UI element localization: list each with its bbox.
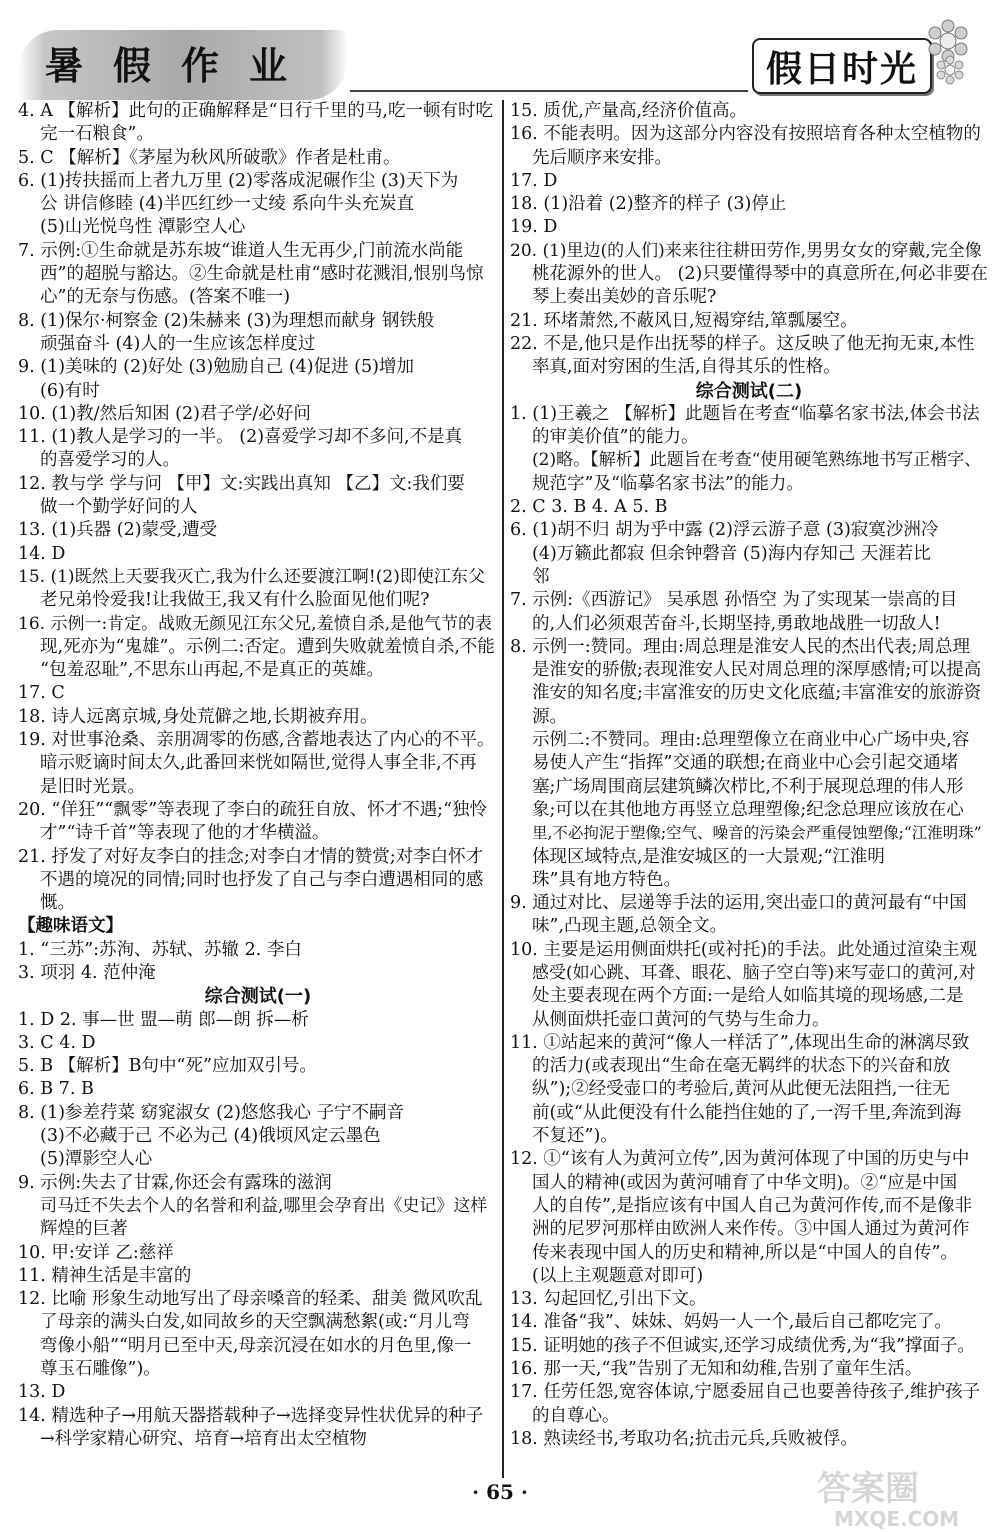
answer-line: 桃花源外的世人。 (2)只要懂得琴中的真意所在,何必非要在 <box>532 264 988 285</box>
answer-line: 18. 诗人远离京城,身处荒僻之地,长期被弃用。 <box>18 706 378 727</box>
brand-title <box>45 35 287 90</box>
answer-line: 9. 通过对比、层递等手法的运用,突出壶口的黄河最有“中国 <box>510 893 967 914</box>
answer-line: 7. 示例:《西游记》 吴承恩 孙悟空 为了实现某一崇高的目 <box>510 590 958 611</box>
brand-char: 暑 <box>45 43 84 88</box>
answer-line: 【趣味语文】 <box>18 916 123 937</box>
answer-line: →科学家精心研究、培育→培育出太空植物 <box>40 1428 367 1449</box>
answer-line: 西”的超脱与豁达。②生命就是杜甫“感时花溅泪,恨别鸟惊 <box>40 264 484 285</box>
answer-line: 12. 教与学 学与问 【甲】文:实践出真知 【乙】文:我们要 <box>18 473 465 494</box>
answer-line: 1. (1)王羲之 【解析】此题旨在考查“临摹名家书法,体会书法 <box>510 403 980 424</box>
answer-line: 味”,凸现主题,总领全文。 <box>532 916 728 937</box>
answer-line: 20. (1)里边(的人们)来来往往耕田劳作,男男女女的穿戴,完全像 <box>510 240 982 261</box>
answer-line: 暗示贬谪时间太久,此番回来恍如隔世,觉得人事全非,不再 <box>40 753 477 774</box>
answer-line: 18. 熟读经书,考取功名;抗击元兵,兵败被俘。 <box>510 1428 858 1449</box>
answer-line: 16. 不能表明。因为这部分内容没有按照培育各种太空植物的 <box>510 124 981 145</box>
answer-line: 了母亲的满头白发,如同故乡的天空飘满愁絮(或:“月儿弯 <box>40 1312 470 1333</box>
section-title-box <box>752 38 932 94</box>
answer-line: 先后顺序来安排。 <box>532 147 672 168</box>
answer-line: 12. ①“该有人为黄河立传”,因为黄河体现了中国的历史与中 <box>510 1149 970 1170</box>
flower-icon <box>935 55 965 85</box>
answer-line: 12. 比喻 形象生动地写出了母亲嗓音的轻柔、甜美 微风吹乱 <box>18 1289 483 1310</box>
svg-text:答案圈: 答案圈 <box>817 1469 919 1509</box>
answer-line: (4)万籁此都寂 但余钟磬音 (5)海内存知己 天涯若比 <box>532 543 931 564</box>
answer-line: 22. 不是,他只是作出抚琴的样子。这反映了他无拘无束,本性 <box>510 333 975 354</box>
answer-line: (以上主观题意对即可) <box>532 1265 704 1286</box>
answer-line: 3. 项羽 4. 范仲淹 <box>18 962 156 983</box>
page-number: · 65 · <box>472 1480 528 1504</box>
answer-line: 前(或“从此便没有什么能挡住她的了,一泻千里,奔流到海 <box>532 1102 962 1123</box>
answer-line: 8. (1)参差荇菜 窈窕淑女 (2)悠悠我心 子宁不嗣音 <box>18 1102 405 1123</box>
answer-line: 21. 抒发了对好友李白的挂念;对李白才情的赞赏;对李白怀才 <box>18 846 484 867</box>
answer-line: 5. B 【解析】B句中“死”应加双引号。 <box>18 1056 317 1077</box>
answer-line: 15. 质优,产量高,经济价值高。 <box>510 101 748 121</box>
answer-line: 弯像小船”“明月已至中天,母亲沉浸在如水的月色里,像一 <box>40 1335 472 1356</box>
answer-line: 4. A 【解析】此句的正确解释是“日行千里的马,吃一顿有时吃 <box>18 101 493 121</box>
answer-line: 15. (1)既然上天要我灭亡,我为什么还要渡江啊!(2)即使江东父 <box>18 566 485 587</box>
answer-line: 10. 主要是运用侧面烘托(或衬托)的手法。此处通过渲染主观 <box>510 939 978 960</box>
brand-char: 业 <box>249 43 288 88</box>
answer-line: 心”的无奈与伤感。(答案不唯一) <box>40 287 291 308</box>
answer-line: 15. 证明她的孩子不但诚实,还学习成绩优秀,为“我”撑面子。 <box>510 1335 975 1356</box>
answer-line: 13. D <box>18 1382 66 1403</box>
answer-line: 11. (1)教人是学习的一半。 (2)喜爱学习却不多问,不是真 <box>18 427 463 448</box>
answer-line: 示例二:不赞同。理由:总理塑像立在商业中心广场中央,容 <box>532 730 970 751</box>
svg-text:MXQE.COM: MXQE.COM <box>834 1507 960 1531</box>
answer-line: 人的自传”,是指应该有中国人自己为黄河作传,而不是像非 <box>532 1195 973 1216</box>
answer-line: 公 讲信修睦 (4)半匹红纱一丈绫 系向牛头充炭直 <box>40 194 414 215</box>
answer-line: 是旧时光景。 <box>40 776 145 797</box>
answer-line: 的活力(或表现出“生命在毫无羁绊的状态下的兴奋和放 <box>532 1056 951 1077</box>
brand-char: 假 <box>113 43 152 88</box>
answer-line: 不复还”)。 <box>532 1126 618 1147</box>
answer-line: 21. 环堵萧然,不蔽风日,短褐穿结,箪瓢屡空。 <box>510 310 858 331</box>
answer-line: 16. 示例一:肯定。战败无颜见江东父兄,羞愤自杀,是他气节的表 <box>18 613 492 634</box>
answer-line: 10. 甲:安详 乙:慈祥 <box>18 1242 174 1263</box>
answer-line: 尊玉石雕像”)。 <box>40 1359 161 1380</box>
answer-line: 塞;广场周围商层建筑鳞次栉比,不利于展现总理的伟人形 <box>532 776 964 797</box>
answer-line: (5)潭影空人心 <box>40 1149 153 1170</box>
answer-line: 顽强奋斗 (4)人的一生应该怎样度过 <box>40 333 316 354</box>
answer-line: 19. D <box>510 217 558 238</box>
answer-line: 珠”具有地方特色。 <box>532 869 681 890</box>
right-answer-column <box>510 100 988 1451</box>
answer-line: 6. (1)抟扶摇而上者九万里 (2)零落成泥碾作尘 (3)天下为 <box>18 170 459 191</box>
answer-line: “包羞忍耻”,不思东山再起,不是真正的英雄。 <box>40 660 385 681</box>
answer-line: 13. (1)兵器 (2)蒙受,遭受 <box>18 520 218 541</box>
answer-line: 易使人产生“指挥”交通的联想;在商业中心会引起交通堵 <box>532 753 959 774</box>
page-header <box>0 0 1000 100</box>
answer-line: 8. 示例一:赞同。理由:周总理是淮安人民的杰出代表;周总理 <box>510 636 970 657</box>
answer-line: 感受(如心跳、耳聋、眼花、脑子空白等)来写壶口的黄河,对 <box>532 962 976 983</box>
answer-line: 源。 <box>532 706 567 727</box>
answer-line: 2. C 3. B 4. A 5. B <box>510 497 668 518</box>
answer-line: 3. C 4. D <box>18 1032 96 1053</box>
answer-line: 邻 <box>532 566 550 587</box>
answer-line: 处主要表现在两个方面:一是给人如临其境的现场感,二是 <box>532 986 964 1007</box>
answer-line: 17. D <box>510 170 558 191</box>
answer-line: (6)有时 <box>40 380 100 401</box>
section-title: 假日时光 <box>765 48 918 90</box>
answer-line: (2)略。【解析】此题旨在考查“使用硬笔熟练地书写正楷字、 <box>532 450 982 471</box>
answer-line: 里,不必拘泥于塑像;空气、噪音的污染会严重侵蚀塑像;“江淮明珠” <box>532 824 982 843</box>
left-answer-column <box>18 100 498 1451</box>
answer-line: 慨。 <box>40 893 75 914</box>
answer-line: 现,死亦为“鬼雄”。示例二:否定。遭到失败就羞愤自杀,不能 <box>40 636 495 657</box>
answer-line: 8. (1)保尔·柯察金 (2)朱赫来 (3)为理想而献身 钢铁般 <box>18 310 435 331</box>
answer-line: 18. (1)沿着 (2)整齐的样子 (3)停止 <box>510 194 787 215</box>
header-rule <box>350 90 748 92</box>
answer-line: (5)山光悦鸟性 潭影空人心 <box>40 217 246 238</box>
answer-line: 的喜爱学习的人。 <box>40 450 180 471</box>
answer-line: 体现区域特点,是淮安城区的一大景观;“江淮明 <box>532 846 885 867</box>
answer-line: 传来表现中国人的历史和精神,所以是“中国人的自传”。 <box>532 1242 958 1263</box>
answer-line: 司马迁不失去个人的名誉和利益,哪里会孕育出《史记》这样 <box>40 1195 488 1216</box>
answer-line: 的,人们必须艰苦奋斗,长期坚持,勇敢地战胜一切敌人! <box>532 613 941 634</box>
watermark-logo <box>812 1462 982 1532</box>
answer-line: 辉煌的巨著 <box>40 1219 128 1240</box>
answer-line: 琴上奏出美妙的音乐呢? <box>532 287 717 308</box>
answer-line: 20. “佯狂”“飘零”等表现了李白的疏狂自放、怀才不遇;“独怜 <box>18 799 488 820</box>
answer-line: 14. D <box>18 543 66 564</box>
answer-line: 17. C <box>18 683 65 704</box>
answer-line: 1. “三苏”:苏洵、苏轼、苏辙 2. 李白 <box>18 939 302 960</box>
answer-line: 老兄弟怜爱我!让我做王,我又有什么脸面见他们呢? <box>40 590 430 611</box>
answer-line: 9. 示例:失去了甘霖,你还会有露珠的滋润 <box>18 1172 332 1193</box>
answer-line: 10. (1)教/然后知困 (2)君子学/必好问 <box>18 403 311 424</box>
answer-line: 纵”);②经受壶口的考验后,黄河从此便无法阻挡,一往无 <box>532 1079 950 1100</box>
answer-line: 从侧面烘托壶口黄河的气势与生命力。 <box>532 1009 830 1030</box>
column-divider <box>502 100 504 1478</box>
answer-line: 7. 示例:①生命就是苏东坡“谁道人生无再少,门前流水尚能 <box>18 240 464 261</box>
answer-line: 9. (1)美味的 (2)好处 (3)勉励自己 (4)促进 (5)增加 <box>18 357 414 378</box>
answer-line: 5. C 【解析】《茅屋为秋风所破歌》作者是杜甫。 <box>18 147 401 168</box>
answer-line: 是淮安的骄傲;表现淮安人民对周总理的深厚感情;可以提高 <box>532 660 982 681</box>
answer-line: 做一个勤学好问的人 <box>40 497 198 518</box>
answer-line: 规范字”及“临摹名家书法”的能力。 <box>532 473 804 494</box>
answer-line: 才”“诗千首”等表现了他的才华横溢。 <box>40 823 330 844</box>
answer-line: 的审美价值”的能力。 <box>532 427 699 448</box>
answer-line: 洲的尼罗河那样由欧洲人来作传。③中国人通过为黄河作 <box>532 1219 970 1240</box>
answer-line: 淮安的知名度;丰富淮安的历史文化底蕴;丰富淮安的旅游资 <box>532 683 982 704</box>
answer-line: 完一石粮食”。 <box>40 124 154 145</box>
answer-line: 17. 任劳任怨,宽容体谅,宁愿委屈自己也要善待孩子,维护孩子 <box>510 1382 981 1403</box>
answer-line: 不遇的境况的同情;同时也抒发了自己与李白遭遇相同的感 <box>40 869 484 890</box>
answer-line: (3)不必藏于己 不必为己 (4)俄顷风定云墨色 <box>40 1126 381 1147</box>
answer-line: 的自尊心。 <box>532 1405 620 1426</box>
answer-line: 6. B 7. B <box>18 1079 94 1100</box>
answer-line: 率真,面对穷困的生活,自得其乐的性格。 <box>532 357 841 378</box>
answer-line: 象;可以在其他地方再竖立总理塑像;纪念总理应该放在心 <box>532 799 964 820</box>
section-heading: 综合测试(二) <box>695 380 803 402</box>
brand-char: 作 <box>181 43 220 88</box>
answer-line: 14. 精选种子→用航天器搭载种子→选择变异性状优异的种子 <box>18 1405 484 1426</box>
answer-line: 11. 精神生活是丰富的 <box>18 1265 192 1286</box>
answer-line: 14. 准备“我”、妹妹、妈妈一人一个,最后自己都吃完了。 <box>510 1312 952 1333</box>
answer-line: 6. (1)胡不归 胡为乎中露 (2)浮云游子意 (3)寂寞沙洲冷 <box>510 520 939 541</box>
answer-line: 19. 对世事沧桑、亲朋凋零的伤感,含蓄地表达了内心的不平。 <box>18 730 495 751</box>
answer-line: 16. 那一天,“我”告别了无知和幼稚,告别了童年生活。 <box>510 1359 923 1380</box>
answer-line: 11. ①站起来的黄河“像人一样活了”,体现出生命的淋漓尽致 <box>510 1032 970 1053</box>
answer-line: 1. D 2. 事—世 盟—萌 郎—朗 拆—析 <box>18 1009 309 1030</box>
answer-line: 13. 勾起回忆,引出下文。 <box>510 1289 707 1310</box>
section-heading: 综合测试(一) <box>204 986 312 1008</box>
answer-line: 国人的精神(或因为黄河哺育了中华文明)。②“应是中国 <box>532 1172 958 1193</box>
